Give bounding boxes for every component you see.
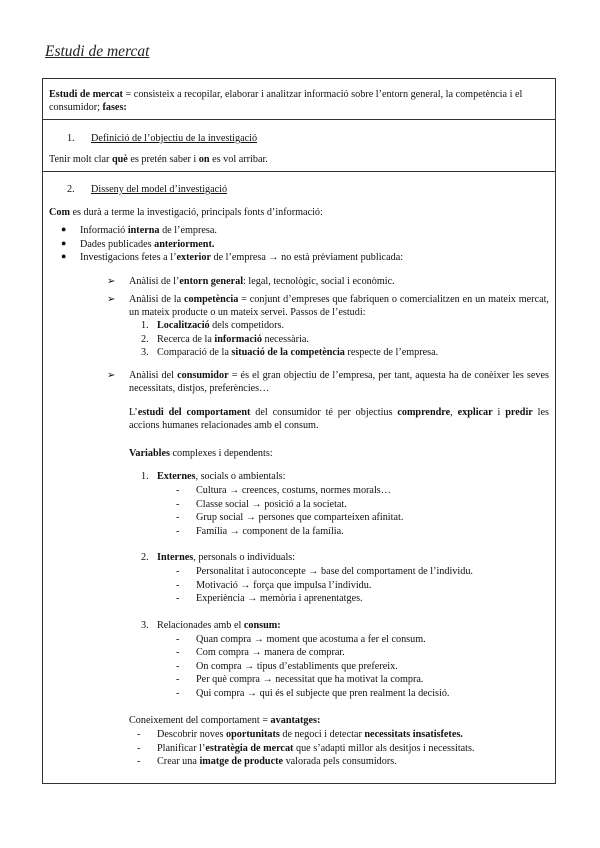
analysis-consumer: ➢ Anàlisi del consumidor = és el gran objectiu de l’empresa, per tant, aquesta ha de conèixer les seves necessitats, distjos, preferències… <box>107 370 549 395</box>
list-item: ● Informació interna de l’empresa. <box>61 224 217 236</box>
list-item: - Personalitat i autoconcepte → base del comportament de l’individu. <box>176 566 473 577</box>
advantages-list <box>129 728 549 769</box>
list-item: - Grup social → persones que comparteixen afinitat. <box>176 512 404 523</box>
definition-text: Estudi de mercat = consisteix a recopilar, elaborar i analitzar informació sobre l’entorn general, la competència i el consumidor; fases: <box>49 89 523 114</box>
list-item: ● Dades publicades anteriorment. <box>61 237 215 250</box>
knowledge-heading: Coneixement del comportament = avantatges: <box>129 715 321 726</box>
list-item: - Com compra → manera de comprar. <box>176 647 345 658</box>
internal-variables <box>141 551 549 606</box>
list-item: - Motivació → força que impulsa l’individu. <box>176 579 372 591</box>
consumption-list <box>176 633 549 701</box>
analysis-environment: ➢ Anàlisi de l’entorn general: legal, tecnològic, social i econòmic. <box>107 275 395 287</box>
list-item: - Qui compra → qui és el subjecte que pren realment la decisió. <box>176 687 450 699</box>
analysis-competition: ➢ Anàlisi de la competència = conjunt d’empreses que fabriquen o comercialitzen en un mateix mercat, un mateix producte o un mateix servei. Passos de l’estudi: <box>107 293 549 318</box>
list-item: - Cultura → creences, costums, normes morals… <box>176 485 391 496</box>
behaviour-study-text: L’estudi del comportament del consumidor té per objectius comprendre, explicar i predir les accions humanes relacionades amb el consum. <box>129 406 549 431</box>
variables-heading: Variables complexes i dependents: <box>129 448 273 459</box>
consumption-variables <box>141 619 549 701</box>
section-2-row <box>43 172 555 783</box>
list-item: - Experiència → memòria i aprenentatges. <box>176 593 363 604</box>
list-item: - Família → component de la família. <box>176 525 344 537</box>
list-item: 3. Comparació de la situació de la competència respecte de l’empresa. <box>141 347 439 358</box>
list-item: - Per què compra → necessitat que ha motivat la compra. <box>176 674 424 685</box>
consumption-heading: 3. Relacionades amb el consum: <box>141 619 281 631</box>
list-item: - Quan compra → moment que acostuma a fer el consum. <box>176 633 426 645</box>
competition-steps <box>141 319 549 366</box>
content-table <box>42 78 556 784</box>
section-1-row <box>43 120 555 172</box>
section-2-heading: 2. Disseny del model d’investigació <box>67 184 228 195</box>
external-heading: 1. Externes, socials o ambientals: <box>141 471 286 482</box>
internal-heading: 2. Internes, personals o individuals: <box>141 552 296 563</box>
section-2-lead: Com es durà a terme la investigació, principals fonts d’informació: <box>49 207 323 218</box>
list-item: - Descobrir noves oportunitats de negoci i detectar necessitats insatisfetes. <box>137 729 463 740</box>
definition-row <box>43 79 555 120</box>
list-item: 1. Localització dels competidors. <box>141 320 285 331</box>
internal-list <box>176 565 549 606</box>
section-1-text: Tenir molt clar què es pretén saber i on es vol arribar. <box>49 154 268 165</box>
list-item: - On compra → tipus d’establiments que prefereix. <box>176 660 398 672</box>
list-item: 2. Recerca de la informació necessària. <box>141 333 309 345</box>
list-item: - Crear una imatge de producte valorada pels consumidors. <box>137 756 397 767</box>
sources-list <box>61 224 549 265</box>
list-item: - Planificar l’estratègia de mercat que s’adapti millor als desitjos i necessitats. <box>137 742 475 754</box>
list-item: ● Investigacions fetes a l’exterior de l’empresa → no està prèviament publicada: <box>61 251 404 263</box>
section-1-heading: 1. Definició de l’objectiu de la investigació <box>67 133 258 144</box>
list-item: - Classe social → posició a la societat. <box>176 498 347 510</box>
external-variables <box>141 470 549 538</box>
page-title: Estudi de mercat <box>45 43 150 60</box>
external-list <box>176 484 549 538</box>
